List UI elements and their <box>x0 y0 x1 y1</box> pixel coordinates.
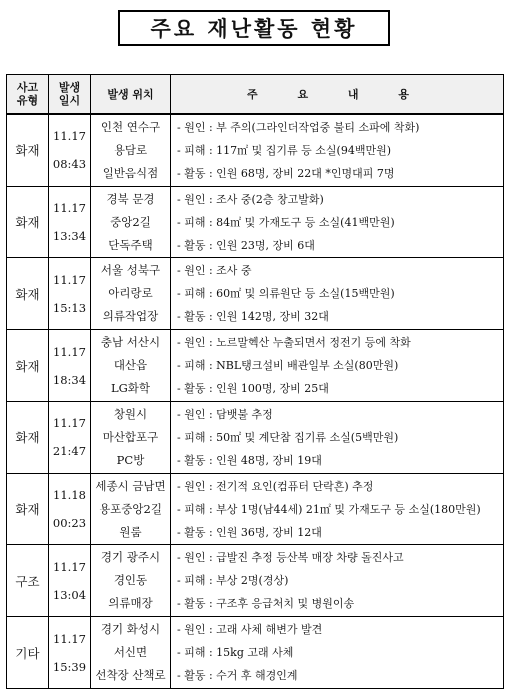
content-line: - 활동 : 수거 후 해경인계 <box>177 669 298 683</box>
table-row <box>7 186 504 258</box>
occurrence-date: 11.17 <box>53 129 86 144</box>
content-line: - 피해 : 84㎡ 및 가재도구 등 소실(41백만원) <box>177 215 395 229</box>
occurrence-datetime-cell <box>49 330 91 402</box>
occurrence-time: 00:23 <box>52 516 87 531</box>
content-line: - 원인 : 부 주의(그라인더작업중 불티 소파에 착화) <box>177 120 420 134</box>
incident-type-cell: 화재 <box>7 258 49 330</box>
location-cell <box>91 617 171 689</box>
location-line: 단독주택 <box>108 237 153 252</box>
occurrence-date: 11.18 <box>53 488 86 503</box>
content-line: - 원인 : 노르말헥산 누출되면서 정전기 등에 착화 <box>177 336 411 350</box>
incident-type-cell: 화재 <box>7 473 49 545</box>
page-title: 주요 재난활동 현황 <box>118 10 390 46</box>
location-line: 충남 서산시 <box>100 335 161 350</box>
content-line: - 활동 : 인원 142명, 장비 32대 <box>177 310 329 324</box>
location-line: 경북 문경 <box>106 191 155 206</box>
location-line: 일반음식점 <box>102 165 159 180</box>
location-line: 경인동 <box>113 573 148 588</box>
content-cell <box>171 473 504 545</box>
table-row <box>7 401 504 473</box>
content-cell <box>171 401 504 473</box>
content-line: - 활동 : 인원 100명, 장비 25대 <box>177 382 329 396</box>
incident-type-cell: 구조 <box>7 545 49 617</box>
location-line: 경기 광주시 <box>100 550 161 565</box>
content-line: - 활동 : 인원 36명, 장비 12대 <box>177 525 322 539</box>
occurrence-datetime-cell <box>49 186 91 258</box>
location-line: 경기 화성시 <box>100 622 161 637</box>
content-line: - 피해 : 부상 2명(경상) <box>177 574 289 588</box>
content-line: - 활동 : 인원 48명, 장비 19대 <box>177 453 322 467</box>
location-cell <box>91 401 171 473</box>
location-cell <box>91 330 171 402</box>
location-line: 대산읍 <box>113 358 148 373</box>
occurrence-datetime-cell <box>49 617 91 689</box>
location-cell <box>91 473 171 545</box>
location-line: 세종시 금남면 <box>95 478 166 493</box>
header-type-line-2: 유형 <box>16 94 39 107</box>
location-cell <box>91 186 171 258</box>
header-datetime-line-1: 발생 <box>58 81 81 94</box>
incident-type-cell: 화재 <box>7 330 49 402</box>
occurrence-date: 11.17 <box>53 416 86 431</box>
location-line: 중앙2길 <box>110 214 151 229</box>
content-cell <box>171 330 504 402</box>
content-cell <box>171 186 504 258</box>
table-row <box>7 545 504 617</box>
occurrence-date: 11.17 <box>53 631 86 646</box>
content-line: - 피해 : 60㎡ 및 의류원단 등 소실(15백만원) <box>177 287 395 301</box>
occurrence-datetime-cell <box>49 473 91 545</box>
location-cell <box>91 258 171 330</box>
occurrence-datetime-cell <box>49 258 91 330</box>
occurrence-date: 11.17 <box>53 559 86 574</box>
content-line: - 원인 : 고래 사체 해변가 발견 <box>177 623 323 637</box>
table-row <box>7 473 504 545</box>
content-line: - 원인 : 담뱃불 추정 <box>177 407 273 421</box>
location-line: PC방 <box>116 452 145 467</box>
occurrence-datetime-cell <box>49 401 91 473</box>
content-line: - 활동 : 인원 68명, 장비 22대 *인명대피 7명 <box>177 166 395 180</box>
location-cell <box>91 545 171 617</box>
occurrence-time: 08:43 <box>52 157 87 172</box>
table-row <box>7 617 504 689</box>
location-line: 창원시 <box>113 406 148 421</box>
content-line: - 원인 : 조사 중 <box>177 264 252 278</box>
location-line: 의류매장 <box>108 596 153 611</box>
content-line: - 원인 : 조사 중(2층 창고발화) <box>177 192 324 206</box>
header-location: 발생 위치 <box>91 75 171 115</box>
table-header-row <box>7 75 504 115</box>
content-cell <box>171 258 504 330</box>
location-line: 원룸 <box>119 524 142 539</box>
location-line: 의류작업장 <box>102 309 159 324</box>
location-line: 마산합포구 <box>102 429 159 444</box>
incident-type-cell: 기타 <box>7 617 49 689</box>
location-line: LG화학 <box>110 381 151 396</box>
occurrence-date: 11.17 <box>53 272 86 287</box>
content-cell <box>171 114 504 186</box>
content-line: - 피해 : 15kg 고래 사체 <box>177 646 294 660</box>
location-cell <box>91 114 171 186</box>
incident-type-cell: 화재 <box>7 186 49 258</box>
disaster-activity-table <box>6 74 504 689</box>
content-cell <box>171 545 504 617</box>
content-line: - 피해 : 50㎡ 및 계단참 집기류 소실(5백만원) <box>177 430 399 444</box>
location-line: 서울 성북구 <box>100 263 161 278</box>
location-line: 인천 연수구 <box>100 119 161 134</box>
occurrence-time: 13:04 <box>52 587 87 602</box>
occurrence-time: 15:13 <box>52 300 87 315</box>
header-type-line-1: 사고 <box>16 81 39 94</box>
table-row <box>7 330 504 402</box>
occurrence-time: 21:47 <box>52 444 87 459</box>
occurrence-datetime-cell <box>49 114 91 186</box>
table-row <box>7 258 504 330</box>
occurrence-datetime-cell <box>49 545 91 617</box>
incident-type-cell: 화재 <box>7 114 49 186</box>
content-line: - 원인 : 전기적 요인(컴퓨터 단락흔) 추정 <box>177 479 374 493</box>
incident-type-cell: 화재 <box>7 401 49 473</box>
header-datetime-line-2: 일시 <box>58 94 81 107</box>
content-line: - 활동 : 구조후 응급처치 및 병원이송 <box>177 597 355 611</box>
occurrence-time: 13:34 <box>52 229 87 244</box>
table-row <box>7 114 504 186</box>
header-datetime <box>49 75 91 115</box>
content-line: - 피해 : NBL탱크설비 배관일부 소실(80만원) <box>177 359 399 373</box>
occurrence-date: 11.17 <box>53 344 86 359</box>
header-type <box>7 75 49 115</box>
location-line: 용포중앙2길 <box>99 501 162 516</box>
location-line: 서신면 <box>113 645 148 660</box>
location-line: 선착장 산책로 <box>95 668 166 683</box>
occurrence-time: 18:34 <box>52 372 87 387</box>
content-cell <box>171 617 504 689</box>
content-line: - 원인 : 급발진 추정 등산복 매장 차량 돌진사고 <box>177 551 404 565</box>
occurrence-date: 11.17 <box>53 201 86 216</box>
content-line: - 활동 : 인원 23명, 장비 6대 <box>177 238 315 252</box>
header-content: 주 요 내 용 <box>171 75 504 115</box>
content-line: - 피해 : 부상 1명(남44세) 21㎡ 및 가재도구 등 소실(180만원) <box>177 502 481 516</box>
occurrence-time: 15:39 <box>52 659 87 674</box>
location-line: 아리랑로 <box>108 286 153 301</box>
content-line: - 피해 : 117㎡ 및 집기류 등 소실(94백만원) <box>177 143 391 157</box>
location-line: 용담로 <box>113 142 148 157</box>
